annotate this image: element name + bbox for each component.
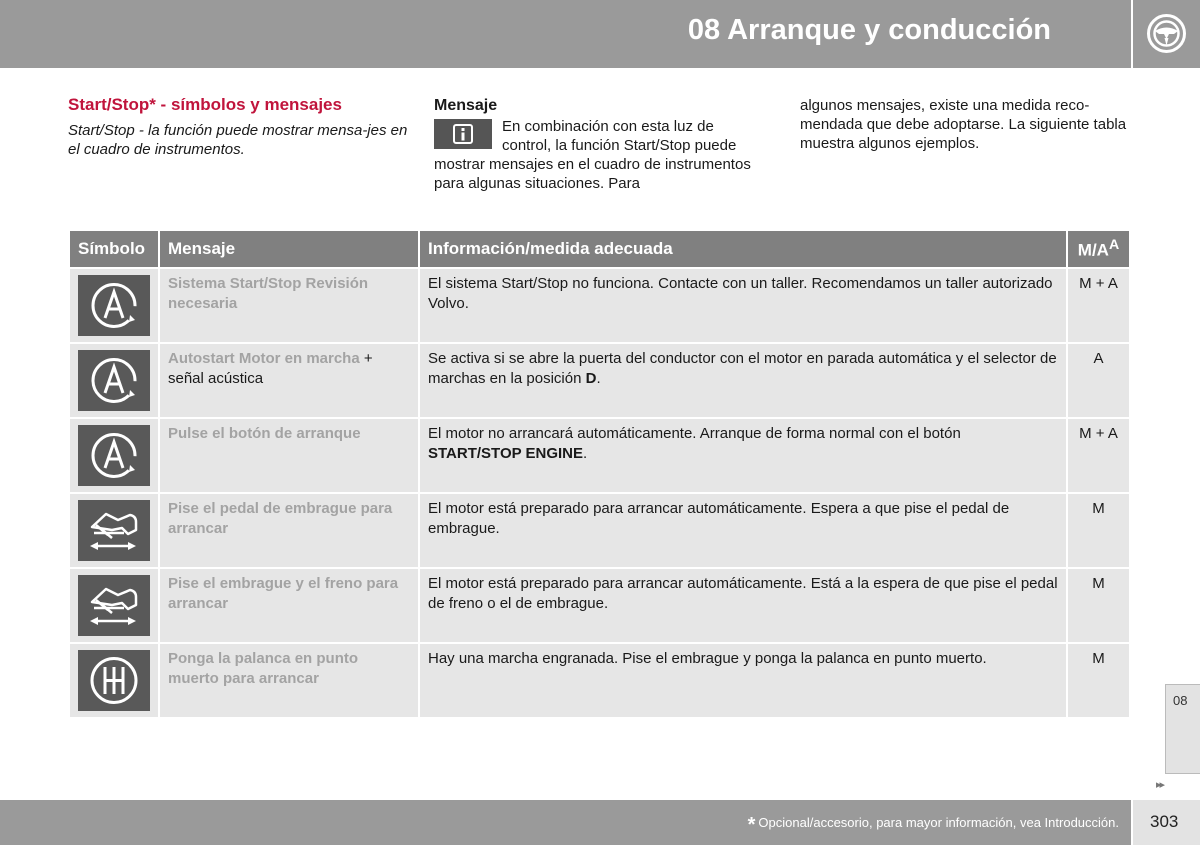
chapter-icon-box	[1133, 0, 1200, 68]
table-row	[70, 344, 1129, 417]
info-cell	[420, 344, 1066, 417]
auto-start-a-icon	[78, 350, 150, 411]
info-cell	[420, 419, 1066, 492]
symbol-cell	[70, 644, 158, 717]
info-text: Se activa si se abre la puerta del conductor con el motor en parada automática y el selector de marchas en la posición	[428, 350, 1057, 387]
footer-bar	[0, 800, 1131, 845]
message-cell: Sistema Start/Stop Revisión necesaria	[160, 269, 418, 342]
info-cell: El sistema Start/Stop no funciona. Contacte con un taller. Recomendamos un taller autorizado Volvo.	[420, 269, 1066, 342]
table-header-row	[70, 231, 1129, 267]
info-cell: El motor está preparado para arrancar automáticamente. Está a la espera de que pise el pedal de freno o el de embrague.	[420, 569, 1066, 642]
ma-cell: A	[1068, 344, 1129, 417]
header-info: Información/medida adecuada	[420, 231, 1066, 267]
intro-section	[68, 95, 408, 159]
message-text: Autostart Motor en marcha	[168, 350, 360, 367]
mensaje-continued-text: algunos mensajes, existe una medida reco-mendada que debe adoptarse. La siguiente tabla muestra algunos ejemplos.	[800, 97, 1127, 152]
side-tab-label: 08	[1173, 693, 1188, 708]
table-row	[70, 569, 1129, 642]
header-ma-label: M/A	[1077, 240, 1109, 260]
info-bold: START/STOP ENGINE	[428, 445, 584, 462]
chapter-header-bar	[0, 0, 1131, 68]
info-text: El motor no arrancará automáticamente. Arranque de forma normal con el botón	[428, 425, 961, 442]
info-tail: .	[596, 370, 601, 387]
steering-wheel-icon	[1145, 12, 1188, 55]
message-cell: Pulse el botón de arranque	[160, 419, 418, 492]
info-icon	[434, 119, 492, 149]
info-tail: .	[583, 445, 588, 462]
mensaje-text: En combinación con esta luz de control, la función Start/Stop puede mostrar mensajes en el cuadro de instrumentos para algunas situaciones. Para	[434, 118, 751, 192]
message-cell: Ponga la palanca en punto muerto para arrancar	[160, 644, 418, 717]
page-number-box	[1133, 800, 1200, 845]
section-description: Start/Stop - la función puede mostrar mensa-jes en el cuadro de instrumentos.	[68, 122, 408, 158]
header-ma-superscript: A	[1108, 237, 1120, 254]
footer-note	[748, 814, 1119, 837]
clutch-pedal-icon	[78, 575, 150, 636]
auto-start-a-icon	[78, 275, 150, 336]
messages-table	[68, 229, 1131, 719]
table-row	[70, 494, 1129, 567]
ma-cell: M	[1068, 569, 1129, 642]
header-message: Mensaje	[160, 231, 418, 267]
clutch-pedal-icon	[78, 500, 150, 561]
page-number: 303	[1150, 812, 1179, 831]
section-title: Start/Stop* - símbolos y mensajes	[68, 95, 342, 114]
chapter-title: 08 Arranque y conducción	[687, 14, 1051, 46]
table-row	[70, 419, 1129, 492]
symbol-cell	[70, 569, 158, 642]
chapter-side-tab[interactable]	[1165, 684, 1200, 774]
footer-star: *	[747, 814, 756, 836]
ma-cell: M	[1068, 644, 1129, 717]
footer-note-text: Opcional/accesorio, para mayor información, vea Introducción.	[758, 815, 1119, 830]
symbol-cell	[70, 419, 158, 492]
mensaje-section	[434, 96, 764, 193]
ma-cell: M	[1068, 494, 1129, 567]
symbol-cell	[70, 269, 158, 342]
info-cell: Hay una marcha engranada. Pise el embrague y ponga la palanca en punto muerto.	[420, 644, 1066, 717]
header-ma	[1068, 231, 1129, 267]
symbol-cell	[70, 494, 158, 567]
auto-start-a-icon	[78, 425, 150, 486]
message-cell: Pise el pedal de embrague para arrancar	[160, 494, 418, 567]
gear-neutral-icon	[78, 650, 150, 711]
header-symbol: Símbolo	[70, 231, 158, 267]
ma-cell: M + A	[1068, 269, 1129, 342]
info-bold: D	[585, 370, 597, 387]
table-row	[70, 269, 1129, 342]
symbol-cell	[70, 344, 158, 417]
table-row	[70, 644, 1129, 717]
message-cell	[160, 344, 418, 417]
next-page-arrows-icon[interactable]: ▸▸	[1156, 779, 1164, 791]
info-cell: El motor está preparado para arrancar automáticamente. Espera a que pise el pedal de embrague.	[420, 494, 1066, 567]
message-cell: Pise el embrague y el freno para arrancar	[160, 569, 418, 642]
message-extra: + señal acústica	[168, 350, 373, 387]
mensaje-heading: Mensaje	[434, 97, 498, 114]
ma-cell: M + A	[1068, 419, 1129, 492]
